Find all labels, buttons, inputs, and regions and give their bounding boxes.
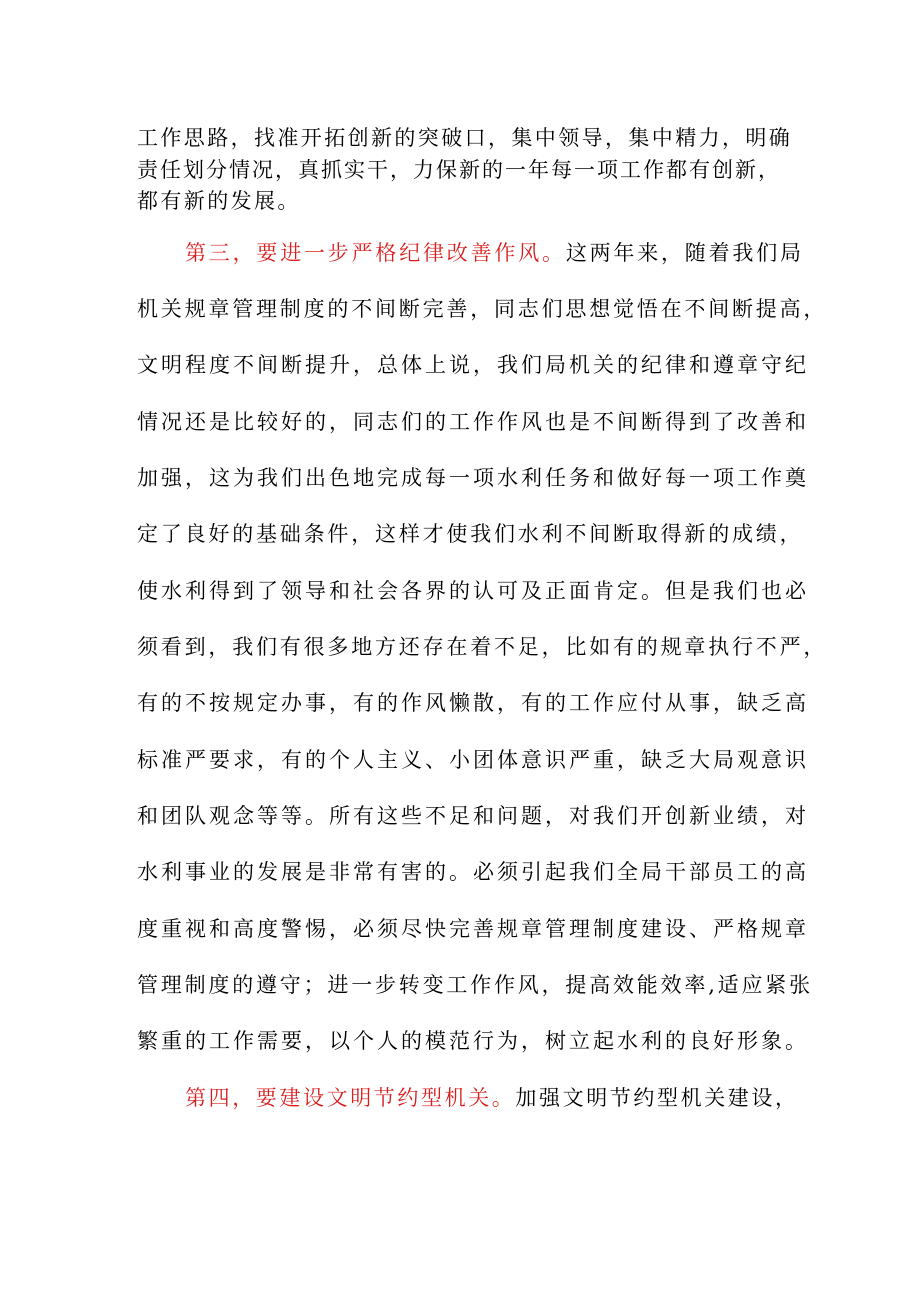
text-line	[137, 690, 920, 716]
text-line	[137, 972, 920, 998]
line-text: 标准严要求，有的个人主义、小团体意识严重，缺乏大局观意识	[137, 748, 809, 772]
text-line	[137, 409, 920, 435]
text-line	[185, 1085, 920, 1111]
text-line	[137, 521, 920, 547]
text-line	[137, 578, 920, 604]
text-line	[137, 803, 920, 829]
line-text: 都有新的发展。	[137, 189, 301, 213]
line-text: 度重视和高度警惕，必须尽快完善规章管理制度建设、严格规章	[137, 917, 809, 941]
line-text: 加强文明节约型机关建设，	[515, 1086, 799, 1110]
line-text: 加强，这为我们出色地完成每一项水利任务和做好每一项工作奠	[137, 466, 809, 490]
line-text: 使水利得到了领导和社会各界的认可及正面肯定。但是我们也必	[137, 579, 809, 603]
text-line	[137, 296, 920, 322]
line-text: 文明程度不间断提升，总体上说，我们局机关的纪律和遵章守纪	[137, 353, 809, 377]
text-line	[137, 352, 920, 378]
text-line	[185, 240, 920, 266]
line-text: 水利事业的发展是非常有害的。必须引起我们全局干部员工的高	[137, 860, 809, 884]
line-text: 繁重的工作需要，以个人的模范行为，树立起水利的良好形象。	[137, 1029, 809, 1053]
section-heading: 第四，要建设文明节约型机关。	[185, 1086, 516, 1110]
line-text: 这两年来，随着我们局	[565, 241, 804, 265]
line-text: 责任划分情况，真抓实干，力保新的一年每一项工作都有创新，	[137, 158, 781, 182]
line-text: 工作思路，找准开拓创新的突破口，集中领导，集中精力，明确	[137, 126, 793, 150]
text-line	[137, 465, 920, 491]
text-line	[137, 188, 920, 214]
line-text: 机关规章管理制度的不间断完善，同志们思想觉悟在不间断提高，	[137, 297, 828, 321]
line-text: 情况还是比较好的，同志们的工作作风也是不间断得到了改善和	[137, 410, 809, 434]
line-text: 定了良好的基础条件，这样才使我们水利不间断取得新的成绩，	[137, 522, 804, 546]
section-heading: 第三，要进一步严格纪律改善作风。	[185, 241, 566, 265]
text-line	[137, 1028, 920, 1054]
line-text: 和团队观念等等。所有这些不足和问题，对我们开创新业绩，对	[137, 804, 809, 828]
text-line	[137, 125, 920, 151]
line-text: 有的不按规定办事，有的作风懒散，有的工作应付从事，缺乏高	[137, 691, 809, 715]
text-line	[137, 747, 920, 773]
text-line	[137, 157, 920, 183]
text-line	[137, 859, 920, 885]
line-text: 须看到，我们有很多地方还存在着不足，比如有的规章执行不严，	[137, 635, 828, 659]
text-line	[137, 916, 920, 942]
line-text: 管理制度的遵守；进一步转变工作作风，提高效能效率,适应紧张	[137, 973, 813, 997]
text-line	[137, 634, 920, 660]
